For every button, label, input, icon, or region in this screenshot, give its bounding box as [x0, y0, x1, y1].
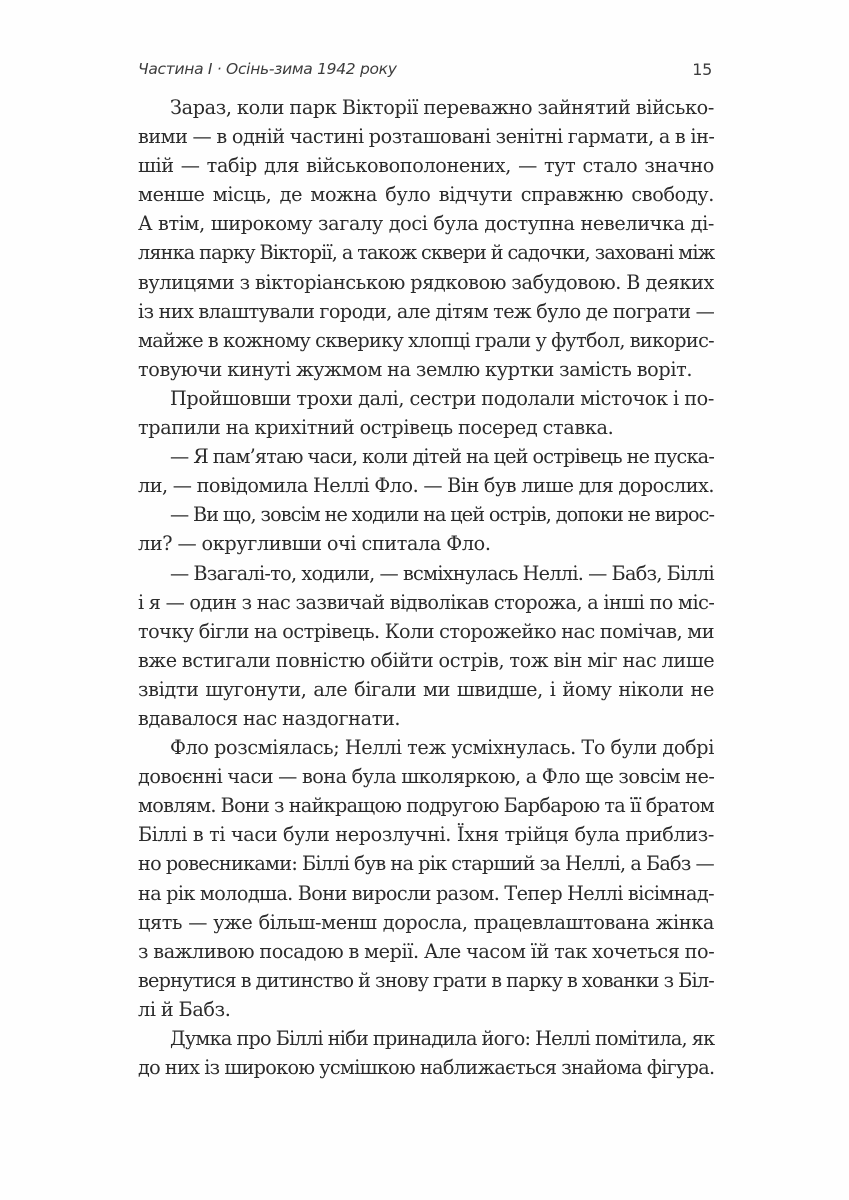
paragraph [138, 500, 714, 558]
text-line: — Я пам’ятаю часи, коли дітей на цей острівець не пуска- [170, 445, 715, 469]
paragraph [138, 1024, 714, 1082]
text-line: ли, — повідомила Неллі Фло. — Він був лише для дорослих. [138, 474, 714, 498]
body-text [138, 93, 714, 1082]
paragraph [138, 559, 714, 734]
text-line: лянка парку Вікторії, а також сквери й садочки, заховані між [138, 241, 715, 265]
text-line: — Ви що, зовсім не ходили на цей острів, допоки не вирос- [170, 503, 715, 527]
text-line: вдавалося нас наздогнати. [138, 706, 401, 730]
text-line: точку бігли на острівець. Коли сторожейко нас помічав, ми [138, 619, 714, 643]
text-line: до них із широкою усмішкою наближається знайома фігура. [138, 1056, 715, 1080]
text-line: з важливою посадою в мерії. Але часом їй так хочеться по- [138, 939, 715, 963]
text-line: майже в кожному скверику хлопці грали у футбол, викорис- [138, 328, 714, 352]
text-line: Думка про Біллі ніби принадила його: Неллі помітила, як [170, 1027, 715, 1050]
text-line: вими — в одній частині розташовані зенітні гармати, а в ін- [138, 125, 715, 149]
text-line: звідти шугонути, але бігали ми швидше, і йому ніколи не [138, 677, 714, 701]
text-line: лі й Бабз. [138, 997, 231, 1021]
text-line: Зараз, коли парк Вікторії переважно зайнятий військо- [170, 96, 714, 119]
text-line: на рік молодша. Вони виросли разом. Тепер Неллі вісімнад- [138, 881, 714, 905]
text-line: і я — один з нас зазвичай відволікав сторожа, а інші по міс- [138, 590, 715, 614]
paragraph [138, 733, 714, 1024]
running-head [138, 60, 712, 84]
text-line: Фло розсміялась; Неллі теж усміхнулась. То були добрі [170, 736, 714, 760]
text-line: цять — уже більш-менш доросла, працевлаштована жінка [138, 910, 714, 934]
paragraph [138, 93, 714, 384]
text-line: із них влаштували городи, але дітям теж було де пограти — [138, 299, 715, 323]
text-line: вулицями з вікторіанською рядковою забудовою. В деяких [138, 270, 714, 294]
paragraph [138, 442, 714, 500]
text-line: ли? — округливши очі спитала Фло. [138, 532, 491, 556]
text-line: Біллі в ті часи були нерозлучні. Їхня трійця була приблиз- [138, 823, 714, 847]
text-line: вернутися в дитинство й знову грати в парку в хованки з Біл- [138, 968, 714, 992]
text-line: менше місць, де можна було відчути справжню свободу. [138, 183, 714, 207]
chapter-title: Частина I · Осінь-зима 1942 року [138, 60, 397, 78]
text-line: А втім, широкому загалу досі була доступна невеличка ді- [138, 212, 714, 236]
page-number: 15 [692, 60, 712, 79]
text-line: но ровесниками: Біллі був на рік старший за Неллі, а Бабз — [138, 852, 714, 876]
text-line: Пройшовши трохи далі, сестри подолали місточок і по- [170, 386, 714, 410]
text-line: — Взагалі-то, ходили, — всміхнулась Неллі. — Бабз, Біллі [170, 561, 714, 585]
text-line: довоєнні часи — вона була школяркою, а Фло ще зовсім не- [138, 765, 715, 789]
paragraph [138, 384, 714, 442]
text-line: вже встигали повністю обійти острів, тож він міг нас лише [138, 648, 715, 672]
text-line: товуючи кинуті жужмом на землю куртки замість воріт. [138, 357, 693, 381]
text-line: шій — табір для військовополонених, — тут стало значно [138, 154, 714, 178]
text-line: трапили на крихітний острівець посеред ставка. [138, 416, 614, 440]
text-line: мовлям. Вони з найкращою подругою Барбарою та її братом [138, 794, 714, 818]
